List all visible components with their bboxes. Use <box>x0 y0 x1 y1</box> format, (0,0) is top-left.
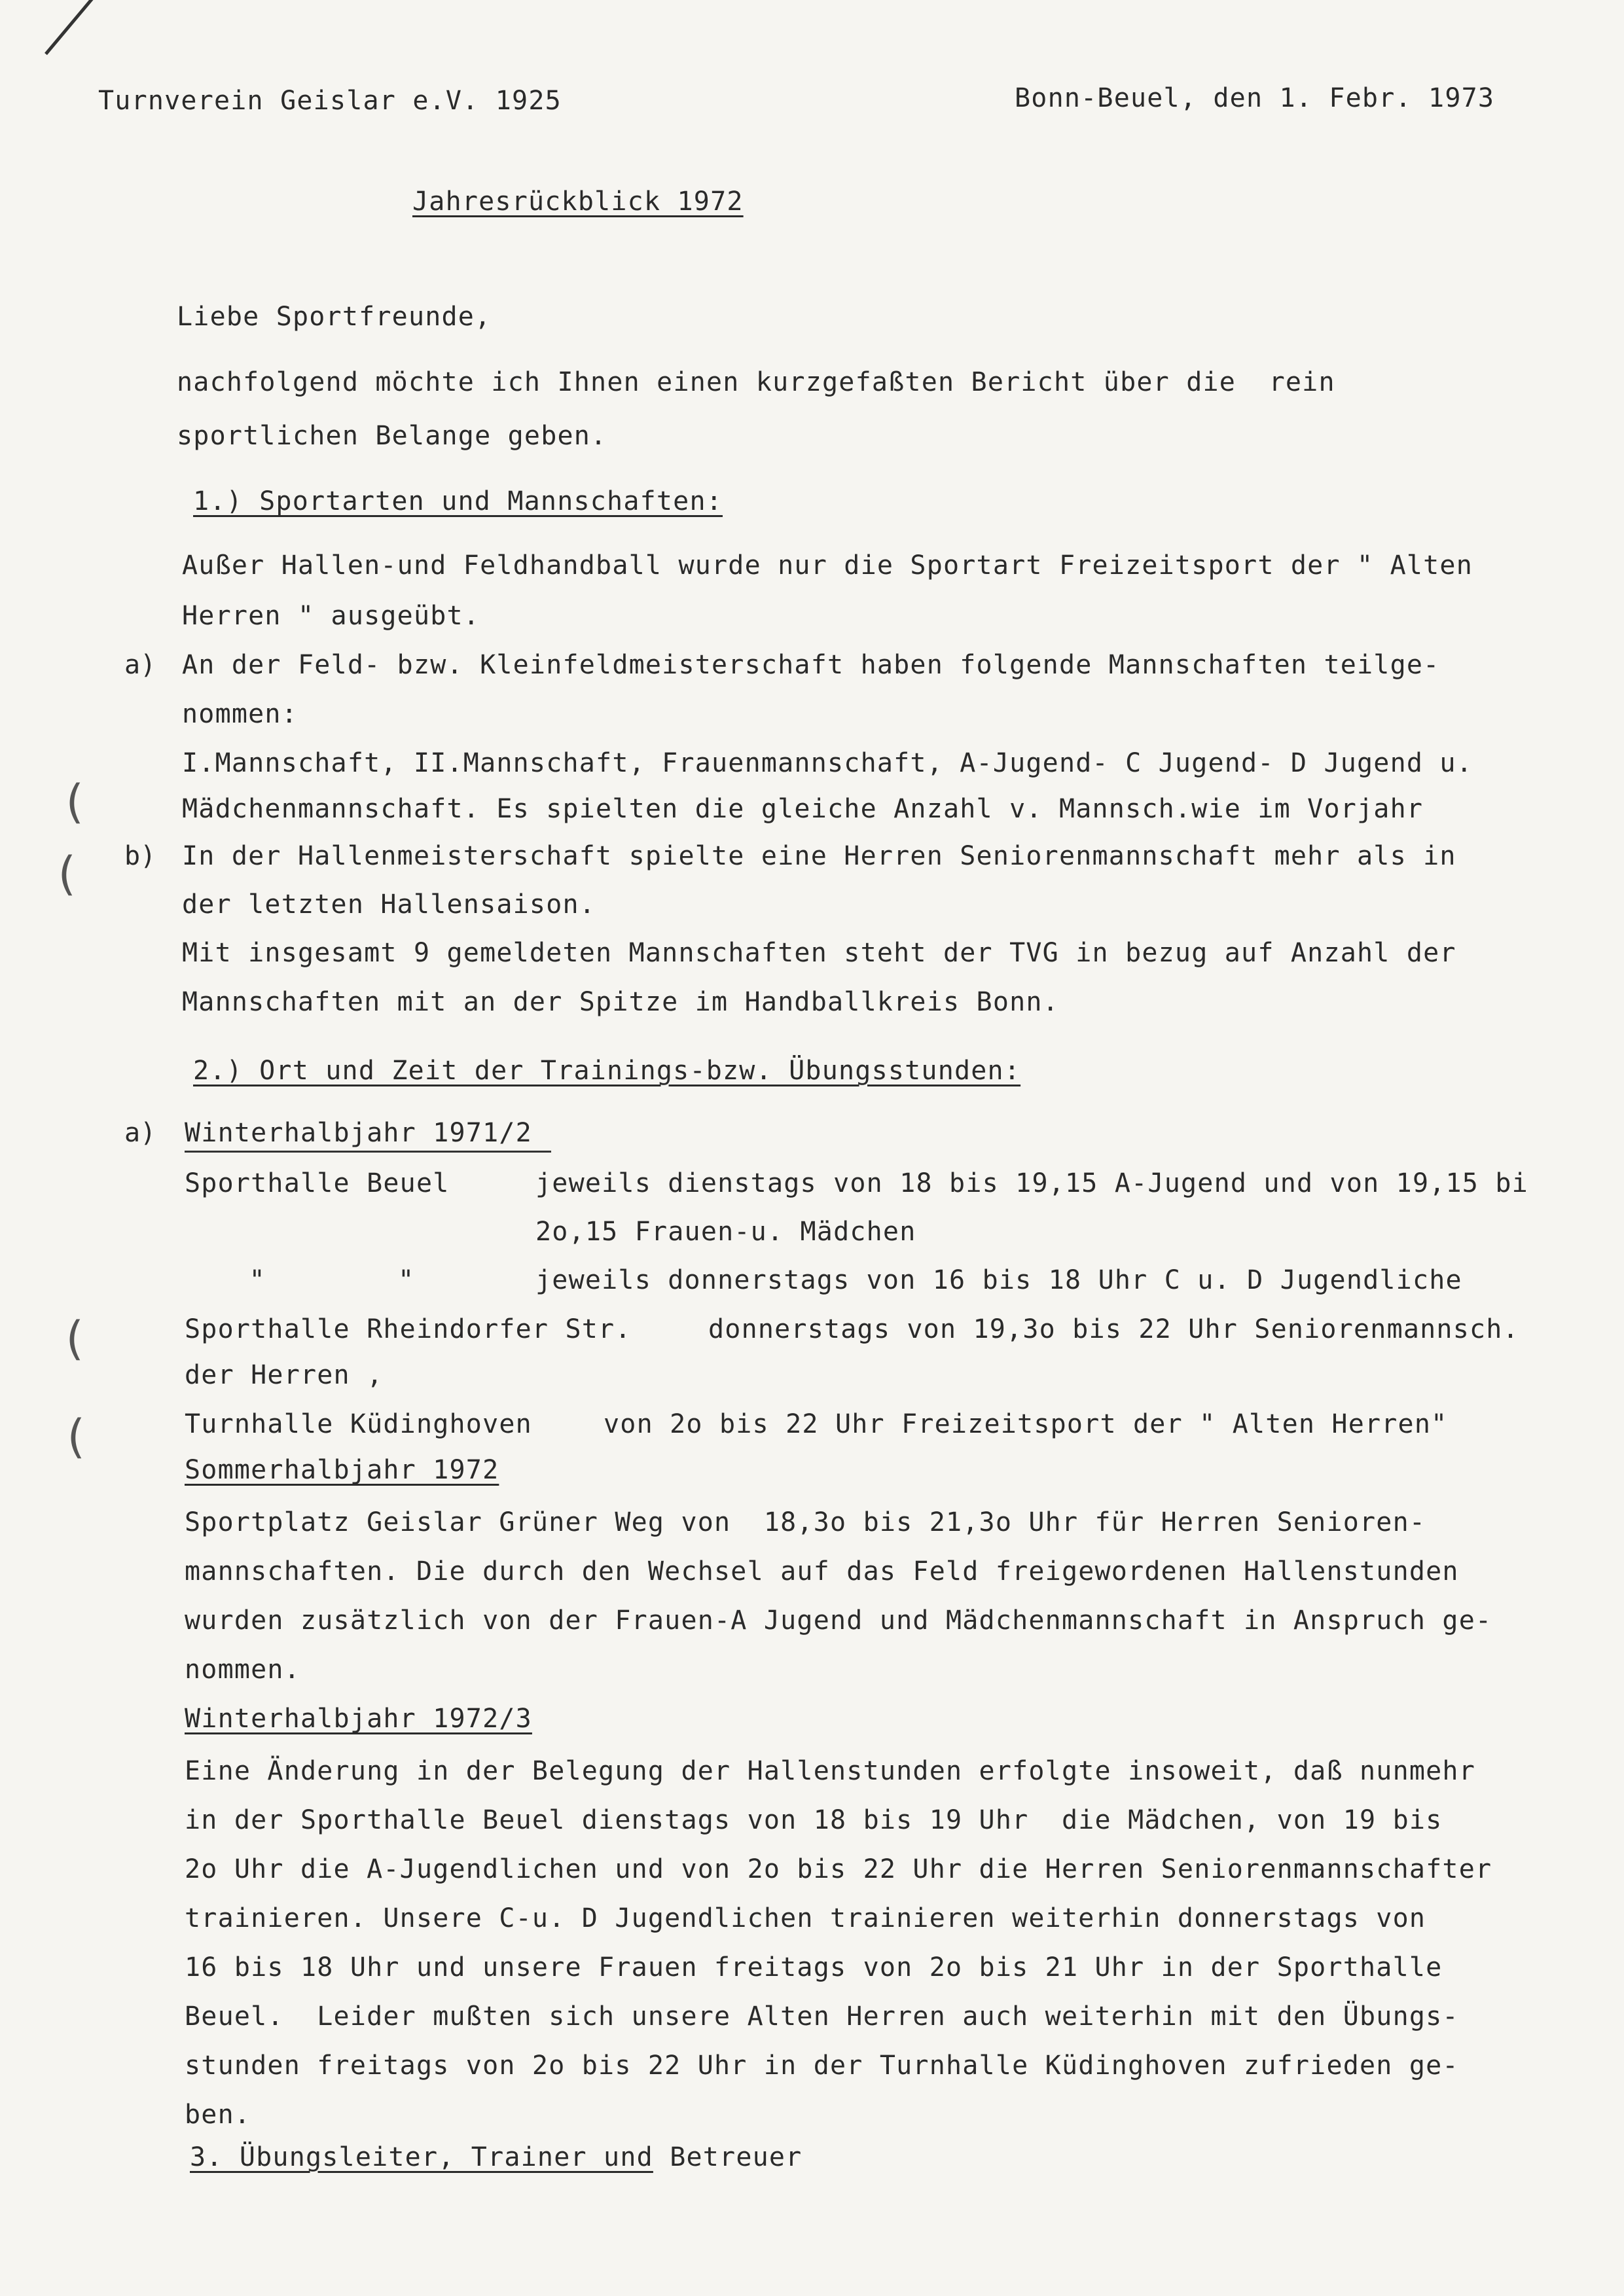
club-name: Turnverein Geislar e.V. 1925 <box>98 86 562 116</box>
body-line: In der Hallenmeisterschaft spielte eine Herren Seniorenmannschaft mehr als in <box>182 841 1456 871</box>
body-line: mannschaften. Die durch den Wechsel auf das Feld freigewordenen Hallenstunden <box>185 1556 1459 1587</box>
body-line: Herren " ausgeübt. <box>182 601 480 631</box>
body-line: der letzten Hallensaison. <box>182 889 596 920</box>
body-line: Beuel. Leider mußten sich unsere Alten Herren auch weiterhin mit den Übungs- <box>185 2001 1459 2032</box>
section-heading: 2.) Ort und Zeit der Trainings-bzw. Übungsstunden: <box>193 1056 1021 1086</box>
sub-heading: Sommerhalbjahr 1972 <box>185 1455 499 1485</box>
section-heading: 1.) Sportarten und Mannschaften: <box>193 486 723 516</box>
schedule-text: 2o,15 Frauen-u. Mädchen <box>535 1217 916 1247</box>
schedule-text: donnerstags von 19,3o bis 22 Uhr Seniorenmannsch. <box>708 1314 1519 1344</box>
section-heading <box>190 2140 802 2174</box>
document-title: Jahresrückblick 1972 <box>412 187 744 217</box>
body-line: nommen: <box>182 699 298 729</box>
margin-pen-stroke <box>45 0 101 55</box>
schedule-text: jeweils dienstags von 18 bis 19,15 A-Jugend und von 19,15 bi <box>535 1168 1528 1198</box>
schedule-place: " " <box>216 1265 415 1295</box>
punch-hole-mark: ( <box>62 1410 90 1463</box>
body-line: I.Mannschaft, II.Mannschaft, Frauenmannschaft, A-Jugend- C Jugend- D Jugend u. <box>182 748 1473 778</box>
body-line: Mädchenmannschaft. Es spielten die gleiche Anzahl v. Mannsch.wie im Vorjahr <box>182 794 1424 824</box>
place-date: Bonn-Beuel, den 1. Febr. 1973 <box>1015 83 1495 113</box>
sub-heading-rule <box>185 1151 551 1153</box>
body-line: stunden freitags von 2o bis 22 Uhr in der Turnhalle Küdinghoven zufrieden ge- <box>185 2051 1459 2081</box>
schedule-place: Turnhalle Küdinghoven <box>185 1409 532 1439</box>
sub-heading: Winterhalbjahr 1972/3 <box>185 1704 532 1734</box>
item-label: a) <box>124 1118 156 1148</box>
body-line: Sportplatz Geislar Grüner Weg von 18,3o bis 21,3o Uhr für Herren Senioren- <box>185 1507 1426 1537</box>
item-label: a) <box>124 650 156 680</box>
intro-line: nachfolgend möchte ich Ihnen einen kurzgefaßten Bericht über die rein <box>177 367 1335 397</box>
body-line: ben. <box>185 2100 251 2130</box>
punch-hole-mark: ( <box>60 1312 88 1365</box>
schedule-text: jeweils donnerstags von 16 bis 18 Uhr C u. D Jugendliche <box>535 1265 1462 1295</box>
body-line: Mit insgesamt 9 gemeldeten Mannschaften steht der TVG in bezug auf Anzahl der <box>182 938 1456 968</box>
intro-line: sportlichen Belange geben. <box>177 421 607 451</box>
punch-hole-mark: ( <box>60 775 88 829</box>
body-line: nommen. <box>185 1655 300 1685</box>
body-line: Eine Änderung in der Belegung der Hallenstunden erfolgte insoweit, daß nunmehr <box>185 1756 1475 1786</box>
schedule-place: Sporthalle Rheindorfer Str. <box>185 1314 632 1344</box>
body-line: 2o Uhr die A-Jugendlichen und von 2o bis 22 Uhr die Herren Seniorenmannschafter <box>185 1854 1492 1884</box>
body-line: Mannschaften mit an der Spitze im Handballkreis Bonn. <box>182 987 1059 1017</box>
body-line: in der Sporthalle Beuel dienstags von 18 bis 19 Uhr die Mädchen, von 19 bis <box>185 1805 1443 1835</box>
body-line: trainieren. Unsere C-u. D Jugendlichen trainieren weiterhin donnerstags von <box>185 1903 1426 1933</box>
item-label: b) <box>124 841 156 871</box>
salutation: Liebe Sportfreunde, <box>177 302 492 332</box>
body-line: 16 bis 18 Uhr und unsere Frauen freitags von 2o bis 21 Uhr in der Sporthalle <box>185 1952 1443 1982</box>
body-line: Außer Hallen-und Feldhandball wurde nur die Sportart Freizeitsport der " Alten <box>182 550 1473 581</box>
sub-heading: Winterhalbjahr 1971/2 <box>185 1118 532 1148</box>
schedule-text: von 2o bis 22 Uhr Freizeitsport der " Alten Herren" <box>604 1409 1448 1439</box>
section-heading-underlined: 3. Übungsleiter, Trainer und <box>190 2142 653 2172</box>
schedule-place: Sporthalle Beuel <box>185 1168 450 1198</box>
section-heading-rest: Betreuer <box>653 2142 803 2172</box>
body-line: An der Feld- bzw. Kleinfeldmeisterschaft haben folgende Mannschaften teilge- <box>182 650 1440 680</box>
punch-hole-mark: ( <box>52 847 81 901</box>
schedule-place: der Herren , <box>185 1360 384 1390</box>
body-line: wurden zusätzlich von der Frauen-A Jugend und Mädchenmannschaft in Anspruch ge- <box>185 1605 1492 1636</box>
